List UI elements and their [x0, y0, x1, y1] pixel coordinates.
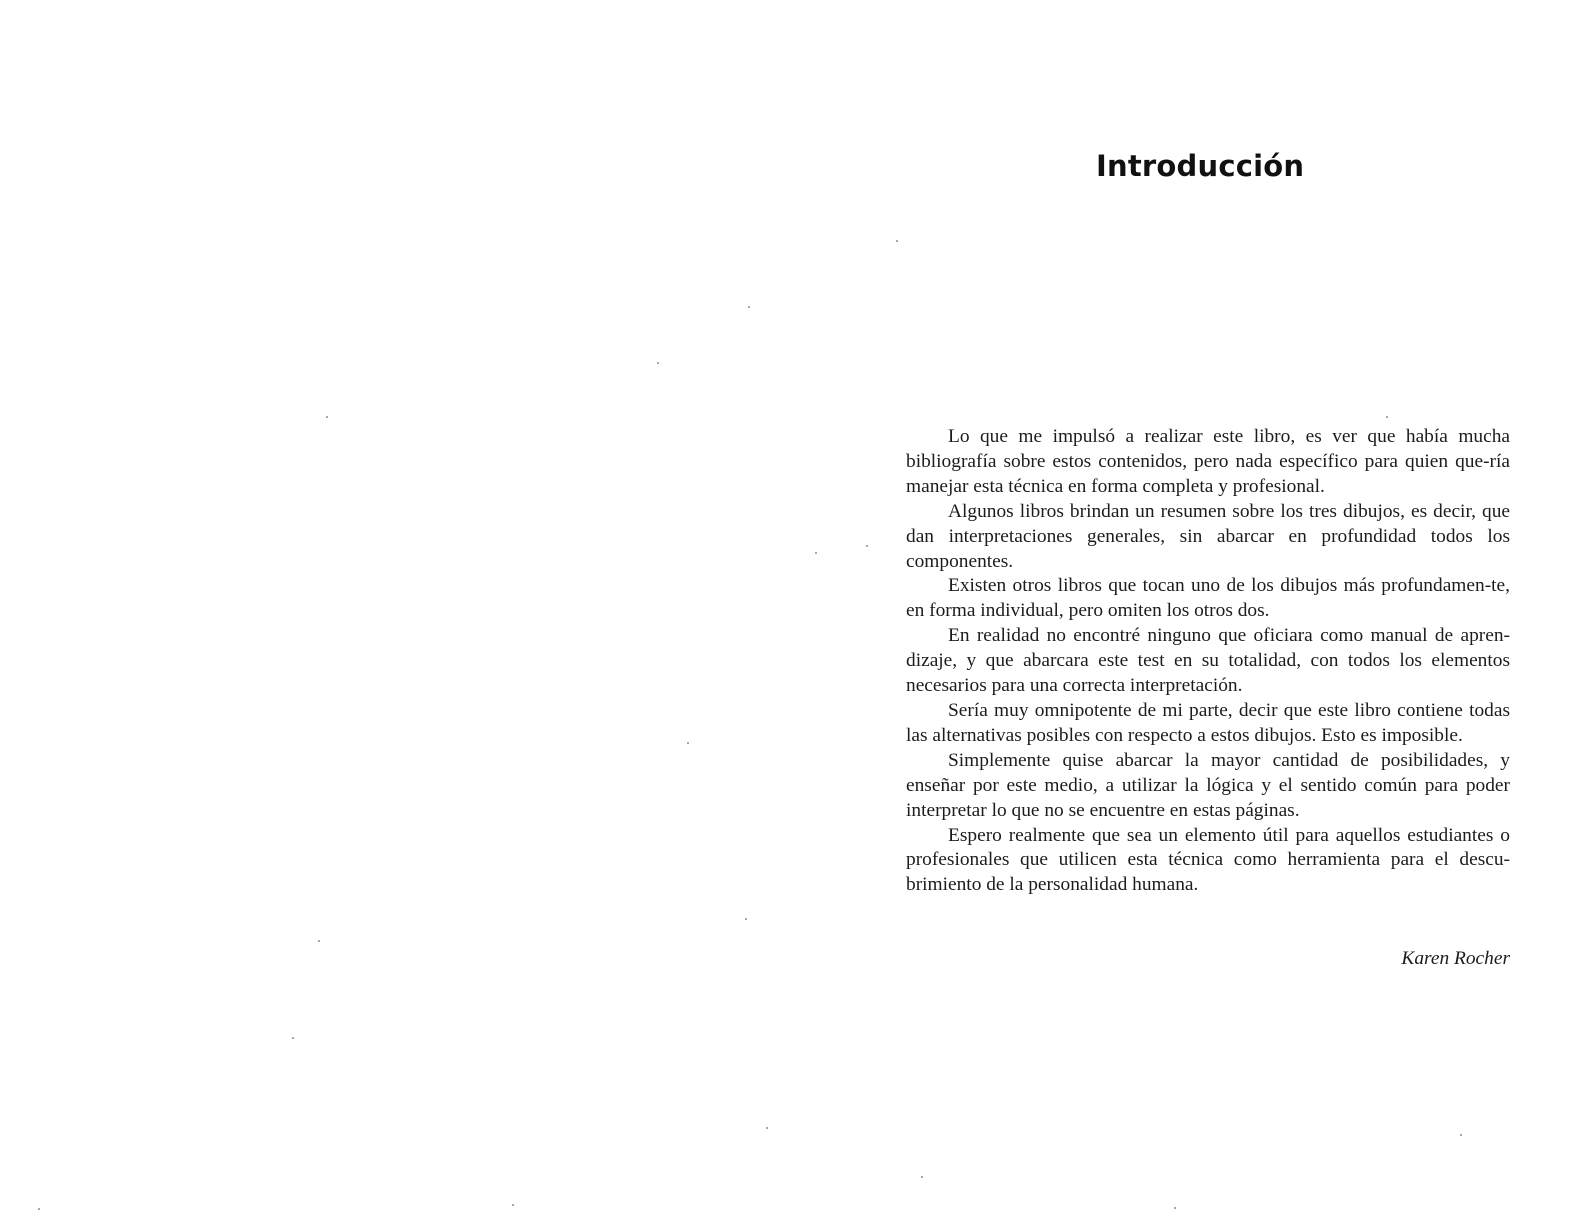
paragraph: Simplemente quise abarcar la mayor cantidad de posibilidades, y enseñar por este medio, a utilizar la lógica y el sentido común para poder interpretar lo que no se encuentre en estas páginas.	[906, 749, 1510, 821]
paragraph: Espero realmente que sea un elemento útil para aquellos estudiantes o profesionales que utilicen esta técnica como herramienta para el descu-brimiento de la personalidad humana.	[906, 824, 1510, 896]
scan-speck	[1174, 1207, 1176, 1209]
scan-speck	[657, 362, 659, 364]
scan-speck	[1386, 416, 1388, 418]
scan-speck	[292, 1037, 294, 1039]
scan-speck	[1460, 1134, 1462, 1136]
scan-speck	[318, 940, 320, 942]
scan-speck	[38, 1208, 40, 1210]
scan-speck	[766, 1127, 768, 1129]
body-text	[906, 425, 1510, 898]
scan-speck	[745, 918, 747, 920]
scan-speck	[921, 1176, 923, 1178]
paragraph: En realidad no encontré ninguno que oficiara como manual de apren-dizaje, y que abarcara este test en su totalidad, con todos los elementos necesarios para una correcta interpretación.	[906, 625, 1510, 697]
scan-speck	[326, 416, 328, 418]
scan-speck	[896, 240, 898, 242]
paragraph: Existen otros libros que tocan uno de los dibujos más profundamen-te, en forma individual, pero omiten los otros dos.	[906, 575, 1510, 622]
scan-speck	[748, 306, 750, 308]
scan-speck	[512, 1204, 514, 1206]
scan-speck	[866, 545, 868, 547]
scan-speck	[687, 742, 689, 744]
paragraph: Sería muy omnipotente de mi parte, decir que este libro contiene todas las alternativas posibles con respecto a estos dibujos. Esto es imposible.	[906, 699, 1510, 746]
chapter-title: Introducción	[1096, 149, 1305, 183]
paragraph: Lo que me impulsó a realizar este libro, es ver que había mucha bibliografía sobre estos contenidos, pero nada específico para quien que-ría manejar esta técnica en forma completa y profesional.	[906, 426, 1510, 497]
author-signature: Karen Rocher	[1401, 948, 1510, 969]
paragraph: Algunos libros brindan un resumen sobre los tres dibujos, es decir, que dan interpretaciones generales, sin abarcar en profundidad todos los componentes.	[906, 500, 1510, 572]
